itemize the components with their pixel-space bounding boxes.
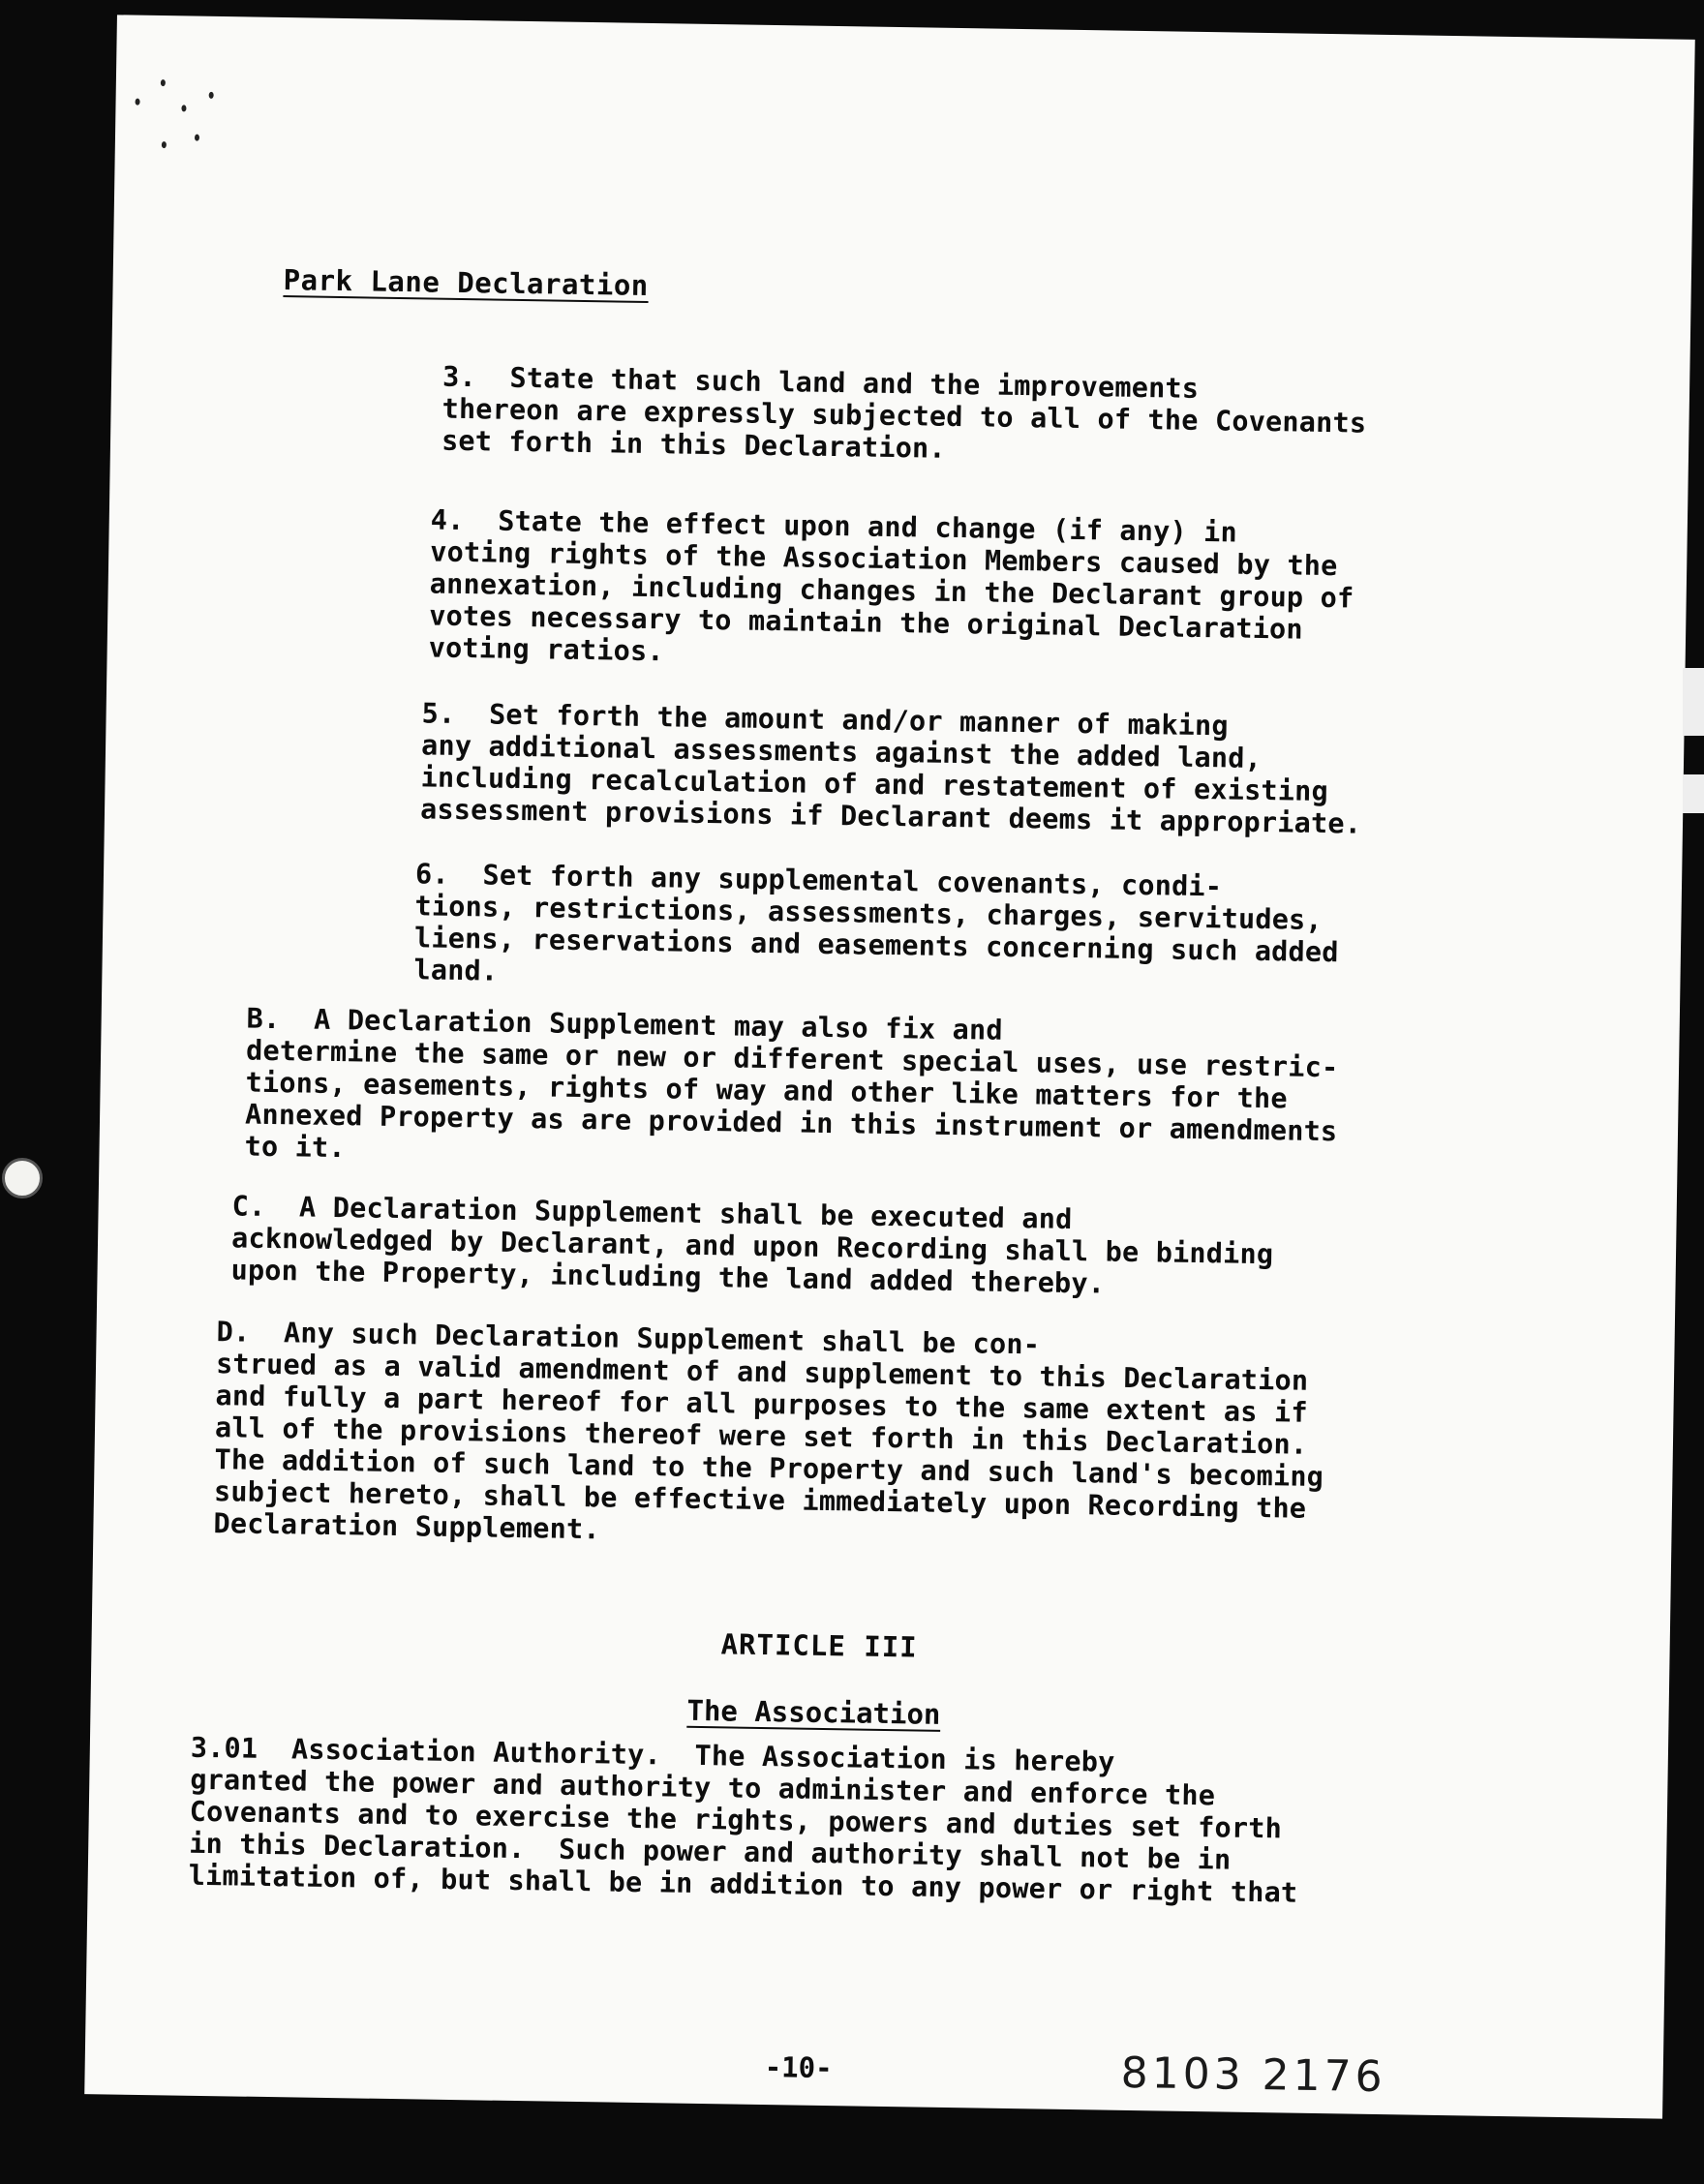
paragraph-item-4: 4. State the effect upon and change (if any) in voting rights of the Association Members caused by the annexation, including changes in the Declarant group of votes necessary to maintain the original Declaration voting ratios.	[428, 503, 1354, 668]
section-3-01: 3.01 Association Authority. The Association is hereby granted the power and authority to administer and enforce the Covenants and to exercise the rights, powers and duties set forth in this Declaration. Such power and authority shall not be in limitation of, but shall be in addition to any power or right that	[188, 1731, 1298, 1909]
scan-speck	[181, 105, 186, 111]
paragraph-item-c: C. A Declaration Supplement shall be executed and acknowledged by Declarant, and upon Recording shall be binding upon the Property, including the land added thereby.	[230, 1190, 1274, 1300]
paragraph-item-6: 6. Set forth any supplemental covenants, condi- tions, restrictions, assessments, charges, servitudes, liens, reservations and easements concerning such added land.	[413, 858, 1339, 987]
scan-speck	[195, 135, 199, 141]
stamp-number: 8103 2176	[1120, 2048, 1387, 2103]
scan-speck	[136, 99, 140, 106]
article-heading: ARTICLE III	[720, 1627, 918, 1664]
scan-speck	[209, 92, 214, 99]
scan-edge-mark	[1683, 774, 1704, 813]
hole-punch-mark	[2, 1158, 43, 1198]
document-header: Park Lane Declaration	[283, 263, 650, 302]
scan-speck	[161, 79, 166, 86]
scan-speck	[162, 141, 167, 148]
paragraph-item-b: B. A Declaration Supplement may also fix and determine the same or new or different special uses, use restric- tions, easements, rights of way and other like matters for the Annexed Property as are provided in this instrument or amendments to it.	[244, 1002, 1339, 1165]
page-number: -10-	[764, 2050, 833, 2085]
paragraph-item-d: D. Any such Declaration Supplement shall be con- strued as a valid amendment of and supplement to this Declaration and fully a part hereof for all purposes to the same extent as if all of the provisions thereof were set forth in this Declaration. The addition of such land to the Property and such land's becoming subject hereto, shall be effective immediately upon Recording the Declaration Supplement.	[213, 1316, 1324, 1546]
scan-edge-mark	[1683, 668, 1704, 736]
paragraph-item-3: 3. State that such land and the improvements thereon are expressly subjected to all of the Covenants set forth in this Declaration.	[441, 360, 1367, 465]
document-page	[84, 15, 1695, 2118]
article-subheading: The Association	[686, 1693, 941, 1731]
paragraph-item-5: 5. Set forth the amount and/or manner of making any additional assessments against the added land, including recalculation of and restatement of existing assessment provisions if Declarant deems it appropriate.	[419, 697, 1362, 840]
